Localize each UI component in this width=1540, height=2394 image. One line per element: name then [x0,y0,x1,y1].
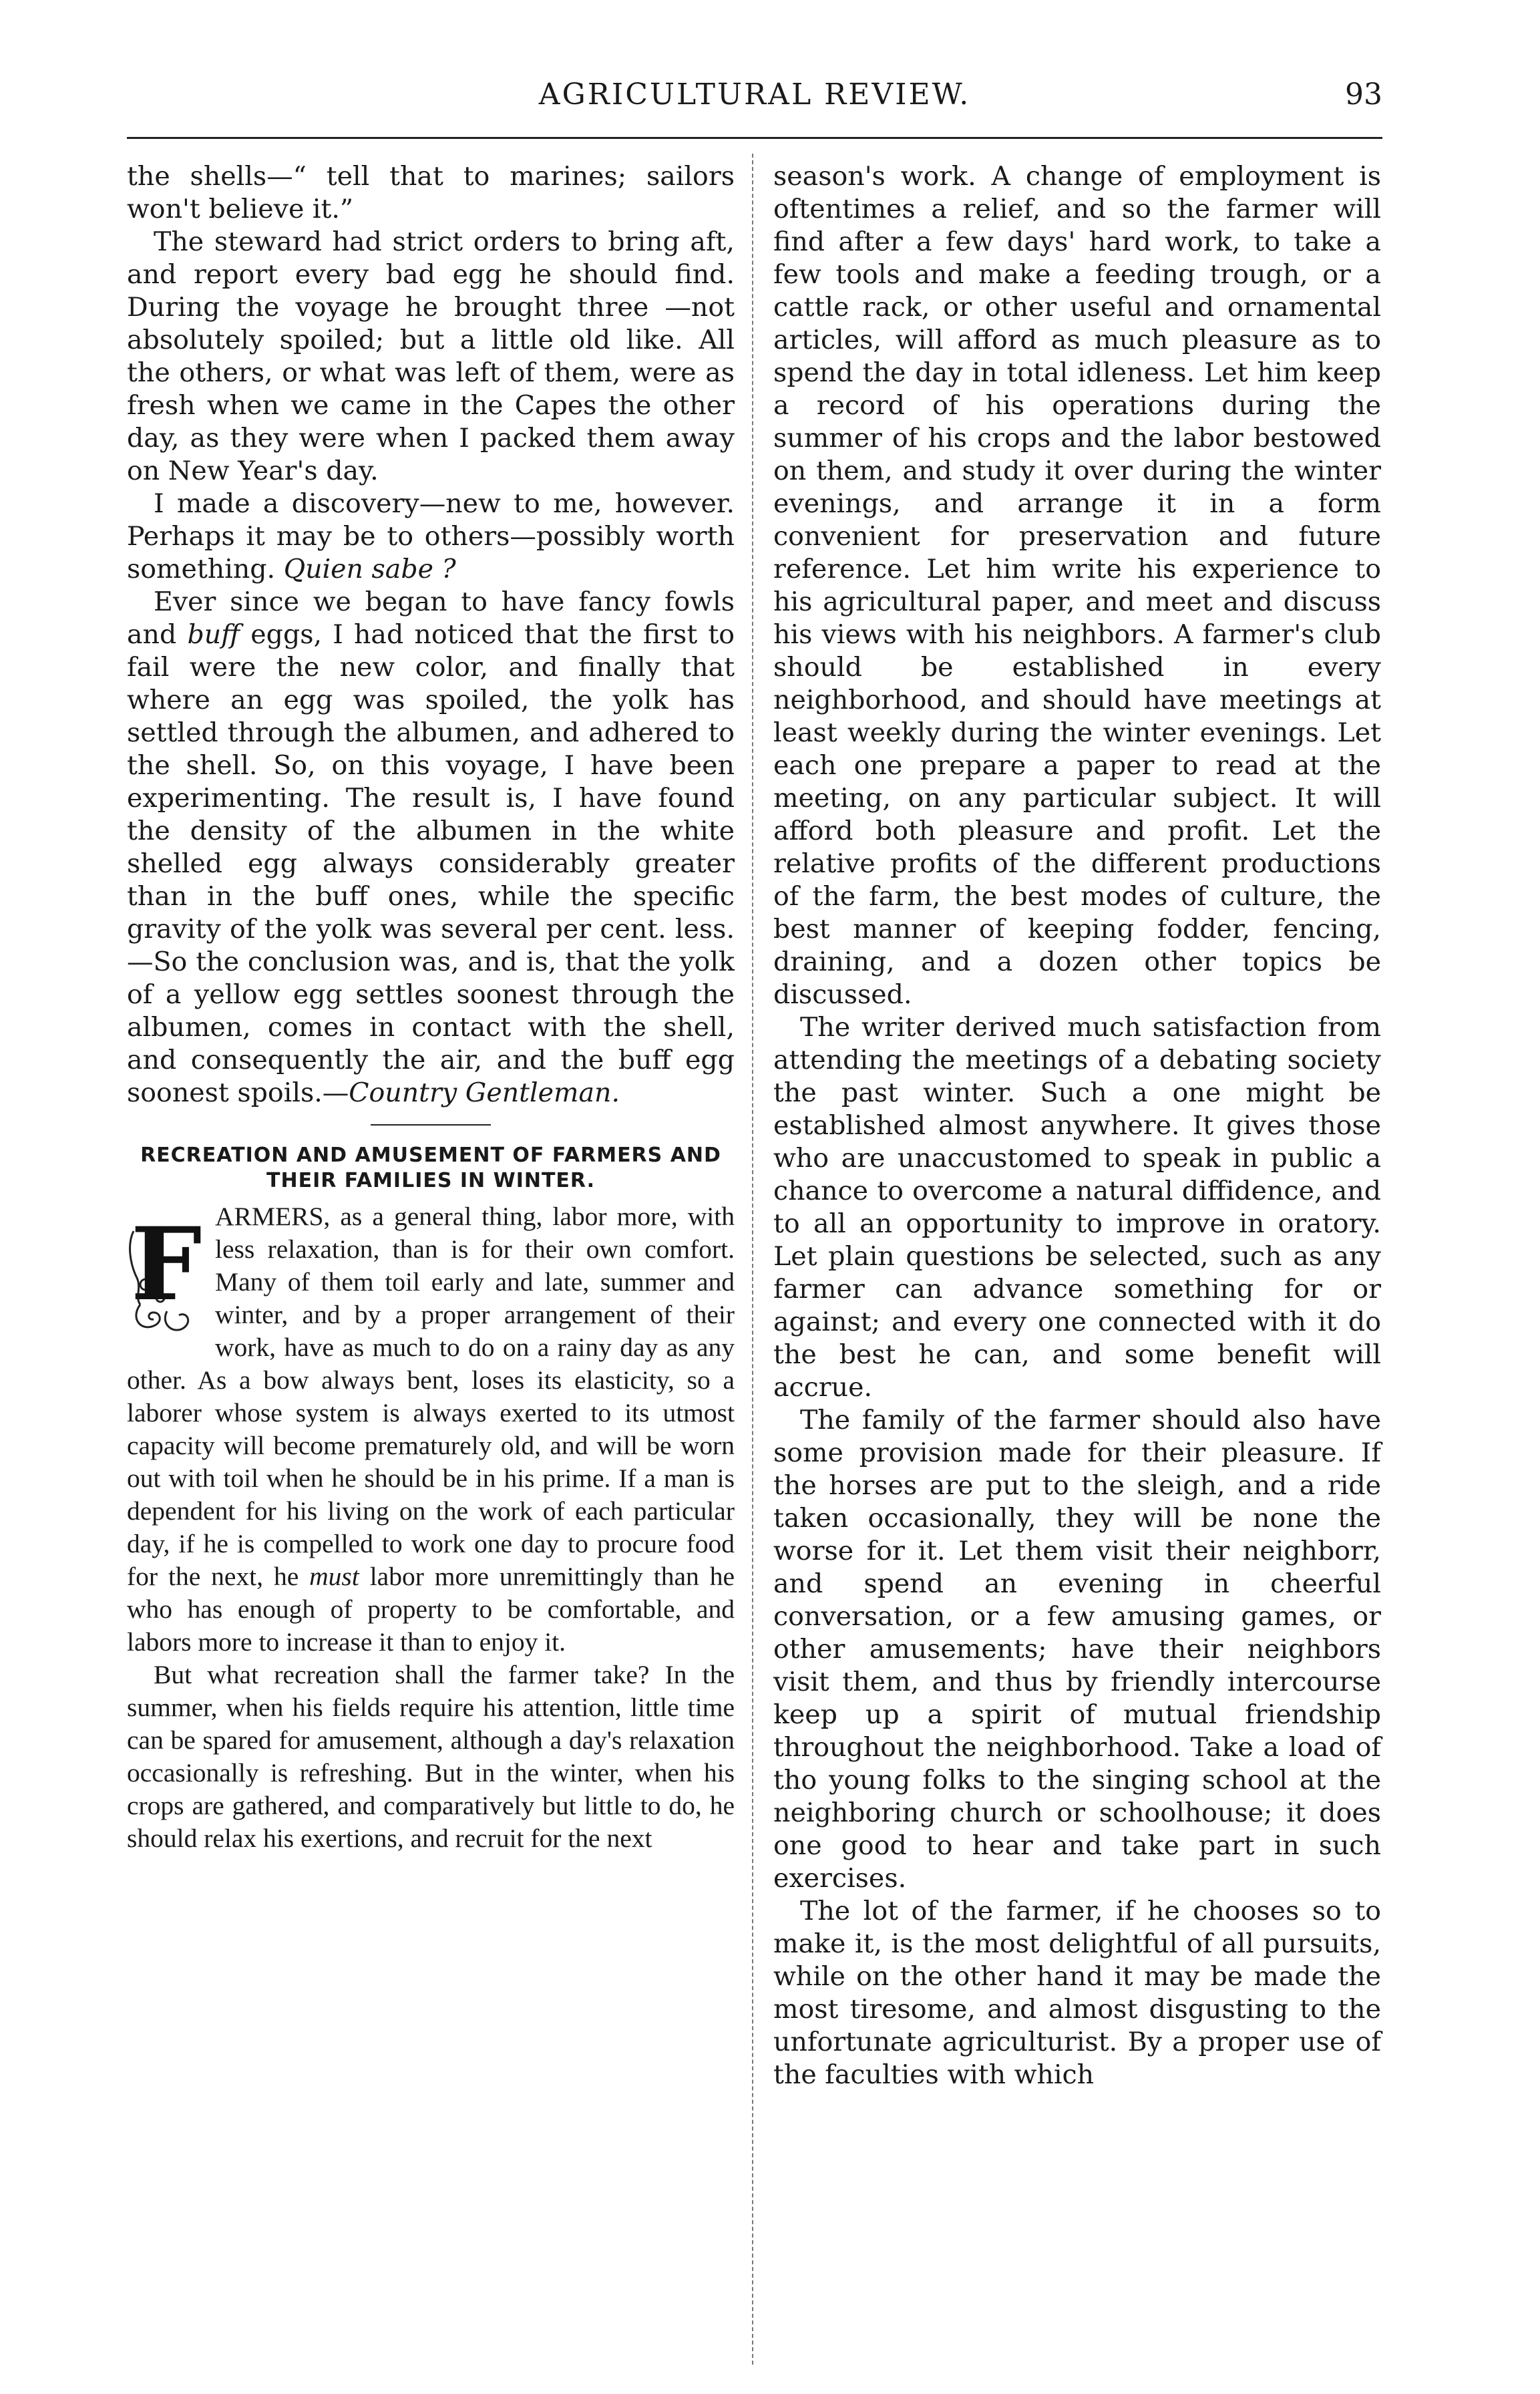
left-paragraph-5-end: labor more unremittingly than he who has enough of property to be comfortable, and labors more to increase it than to enjoy it. [127,1562,735,1657]
page-number: 93 [1345,77,1382,112]
right-paragraph-2: The writer derived much satisfaction from attending the meetings of a debating society the past winter. Such a one might be established almost anywhere. It gives those who are unaccustomed to speak in public a chance to overcome a natural diffidence, and to all an opportunity to improve in oratory. Let plain questions be selected, such as any farmer can advance something for or against; and every one connected with it do the best he can, and some benefit will accrue. [773,1012,1381,1403]
right-paragraph-1: season's work. A change of employment is oftentimes a relief, and so the farmer will find after a few days' hard work, to take a few tools and make a feeding trough, or a cattle rack, or other useful and ornamental articles, will afford as much pleasure as to spend the day in total idleness. Let him keep a record of his operations during the summer of his crops and the labor bestowed on them, and study it over during the winter evenings, and arrange it in a form convenient for preservation and future reference. Let him write his experience to his agricultural paper, and meet and discuss his views with his neighbors. A farmer's club should be established in every neighborhood, and should have meetings at least weekly during the winter evenings. Let each one prepare a paper to read at the meeting, on any particular subject. It will afford both pleasure and profit. Let the relative profits of the different productions of the farm, the best modes of culture, the best manner of keeping fodder, fencing, draining, and a dozen other topics be discussed. [773,161,1381,1010]
right-paragraph-3: The family of the farmer should also have some provision made for their pleasure. If the horses are put to the sleigh, and a ride taken occasionally, they will be none the worse for it. Let them visit their neighborr, and spend an evening in cheerful conversation, or a few amusing games, or other amusements; have their neighbors visit them, and thus by friendly intercourse keep up a spirit of mutual friendship throughout the neighborhood. Take a load of tho young folks to the singing school at the neighboring church or schoolhouse; it does one good to hear and take part in such exercises. [773,1405,1381,1894]
left-paragraph-4 [127,586,735,1109]
left-paragraph-2: The steward had strict orders to bring aft, and report every bad egg he should find. During the voyage he brought three —not absolutely spoiled; but a little old like. All the others, or what was left of them, were as fresh when we came in the Capes the other day, as they were when I packed them away on New Year's day. [127,226,735,486]
left-paragraph-6: But what recreation shall the farmer take? In the summer, when his fields require his attention, little time can be spared for amusement, although a day's relaxation occasionally is refreshing. But in the winter, when his crops are gathered, and comparatively but little to do, he should relax his exertions, and recruit for the next [127,1660,735,1853]
column-divider [752,154,753,2365]
left-paragraph-4-end: eggs, I had noticed that the first to fail were the new color, and finally that where an egg was spoiled, the yolk has settled through the albumen, and adhered to the shell. So, on this voyage, I have been experimenting. The result is, I have found the density of the albumen in the white shelled egg always considerably greater than in the buff ones, while the specific gravity of the yolk was several per cent. less.—So the conclusion was, and is, that the yolk of a yellow egg settles soonest through the albumen, comes in contact with the shell, and consequently the air, and the buff egg soonest spoils.— [127,619,735,1108]
left-paragraph-5-italic: must [309,1562,359,1591]
left-paragraph-1: the shells—“ tell that to marines; sailors won't believe it.” [127,161,735,224]
section-heading: RECREATION AND AMUSEMENT OF FARMERS AND THEIR FAMILIES IN WINTER. [140,1144,721,1192]
left-paragraph-3-italic: Quien sabe ? [283,554,456,584]
page-header [127,72,1382,126]
article-source: Country Gentleman. [349,1077,620,1108]
running-title: AGRICULTURAL REVIEW. [538,77,971,112]
header-rule [127,137,1382,139]
left-paragraph-4-start: Ever since we began to have fancy fowls and [127,586,735,650]
left-paragraph-4-italic: buff [187,619,240,650]
drop-cap-letter: F [130,1206,202,1323]
left-paragraph-5-text: ARMERS, as a general thing, labor more, with less relaxation, than is for their own comfort. Many of them toil early and late, summer and winter, and by a proper arrangement of their work, have as much to do on a rainy day as any other. As a bow always bent, loses its elasticity, so a laborer whose system is always exerted to its utmost capacity will become prematurely old, and will be worn out with toil when he should be in his prime. If a man is dependent for his living on the work of each particular day, if he is compelled to work one day to procure food for the next, he [127,1202,735,1591]
right-column [773,160,1381,2091]
left-paragraph-3-text: I made a discovery—new to me, however. Perhaps it may be to others—possibly worth something. [127,488,735,584]
drop-cap [127,1204,206,1335]
right-paragraph-4: The lot of the farmer, if he chooses so to make it, is the most delightful of all pursuits, while on the other hand it may be made the most tiresome, and almost disgusting to the unfortunate agriculturist. By a proper use of the faculties with which [773,1896,1381,2090]
section-divider [371,1124,491,1126]
left-column [127,160,735,1855]
left-paragraph-3 [127,488,735,586]
left-paragraph-5 [127,1200,735,1659]
